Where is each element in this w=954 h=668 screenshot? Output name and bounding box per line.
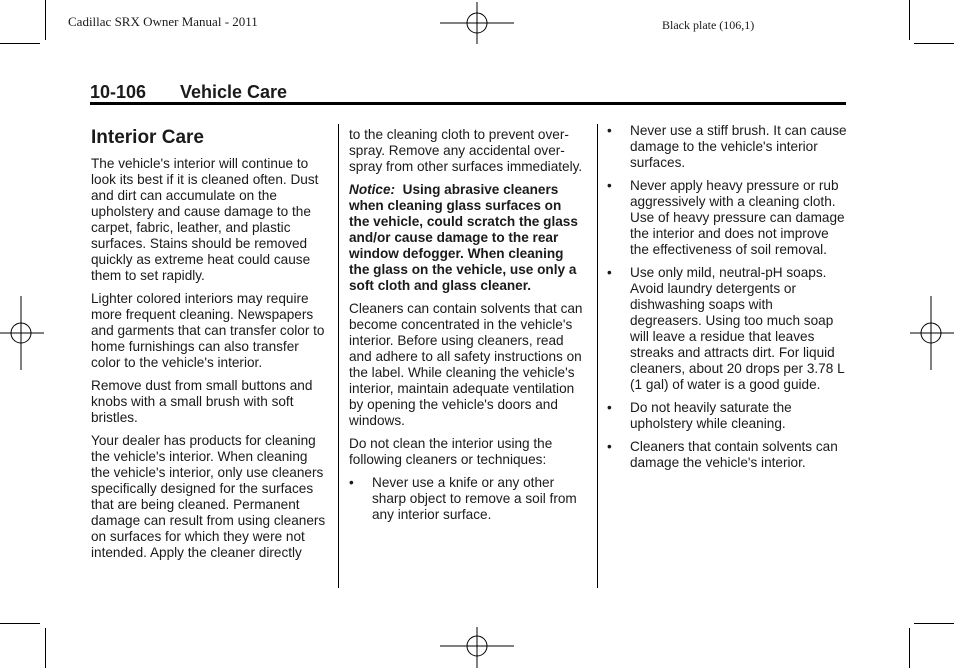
column-3 [607,123,847,478]
crop-mark [909,0,910,40]
page-number: 10-106 [90,82,147,102]
bullet-icon: • [349,475,354,490]
bullet-icon: • [607,178,612,193]
paragraph: Remove dust from small buttons and knobs with a small brush with soft bristles. [91,378,313,425]
bullet-icon: • [607,123,612,138]
section-heading [90,81,846,103]
bullet-icon: • [607,265,612,280]
crop-mark [0,623,40,624]
column-2 [349,127,585,530]
column-divider [597,124,598,588]
crop-mark [0,43,40,44]
registration-mark-icon [0,296,44,370]
list-item: • Cleaners that contain solvents can damage the vehicle's interior. [607,439,838,470]
column-divider [338,124,339,588]
registration-mark-icon [440,627,514,668]
paragraph: Cleaners can contain solvents that can become concentrated in the vehicle's interior. Before using cleaners, read and adhere to all safety instructions on the label. While cleaning the vehicle's interior, maintain adequate ventilation by opening the vehicle's doors and windows. [349,301,583,428]
column-1 [91,128,329,568]
section-rule [90,102,846,105]
notice [349,182,585,294]
plate-label-header: Black plate (106,1) [662,18,755,32]
registration-mark-icon [440,2,514,44]
list-item: • Never use a stiff brush. It can cause damage to the vehicle's interior surfaces. [607,123,847,170]
bullet-list [349,475,585,523]
list-item: • Do not heavily saturate the upholstery while cleaning. [607,400,792,431]
manual-title-header: Cadillac SRX Owner Manual - 2011 [68,14,258,29]
paragraph: Lighter colored interiors may require more frequent cleaning. Newspapers and garments that can transfer color to home furnishings can also transfer color to the vehicle's interior. [91,291,325,370]
crop-mark [45,0,46,40]
paragraph: to the cleaning cloth to prevent over-spray. Remove any accidental over-spray from other surfaces immediately. [349,127,583,174]
paragraph: The vehicle's interior will continue to look its best if it is cleaned often. Dust and dirt can accumulate on the upholstery and cause damage to the carpet, fabric, leather, and plastic surfaces. Stains should be removed quickly as extreme heat could cause them to set rapidly. [91,156,319,283]
notice-label: Notice: [349,182,396,197]
crop-mark [914,623,954,624]
bullet-icon: • [607,400,612,415]
list-item: • Use only mild, neutral-pH soaps. Avoid laundry detergents or dishwashing soaps with degreasers. Using too much soap will leave a residue that leaves streaks and attracts dirt. For liquid cleaners, about 20 drops per 3.78 L (1 gal) of water is a good guide. [607,265,845,392]
notice-text: Using abrasive cleaners when cleaning glass surfaces on the vehicle, could scratch the glass and/or cause damage to the rear window defogger. When cleaning the glass on the vehicle, use only a soft cloth and glass cleaner. [349,182,578,293]
paragraph: Your dealer has products for cleaning the vehicle's interior. When cleaning the vehicle's interior, only use cleaners specifically designed for the surfaces that are being cleaned. Permanent damage can result from using cleaners on surfaces for which they were not intended. Apply the cleaner directly [91,433,326,560]
paragraph: Do not clean the interior using the following cleaners or techniques: [349,436,553,467]
crop-mark [909,628,910,668]
crop-mark [914,43,954,44]
section-title: Vehicle Care [180,82,288,102]
list-item: • Never apply heavy pressure or rub aggressively with a cleaning cloth. Use of heavy pressure can damage the interior and does not improve the effectiveness of soil removal. [607,178,845,257]
bullet-icon: • [607,439,612,454]
article-title: Interior Care [91,127,204,148]
crop-mark [45,628,46,668]
bullet-list [607,123,847,471]
list-item: • Never use a knife or any other sharp object to remove a soil from any interior surface. [349,475,577,522]
registration-mark-icon [910,296,954,370]
